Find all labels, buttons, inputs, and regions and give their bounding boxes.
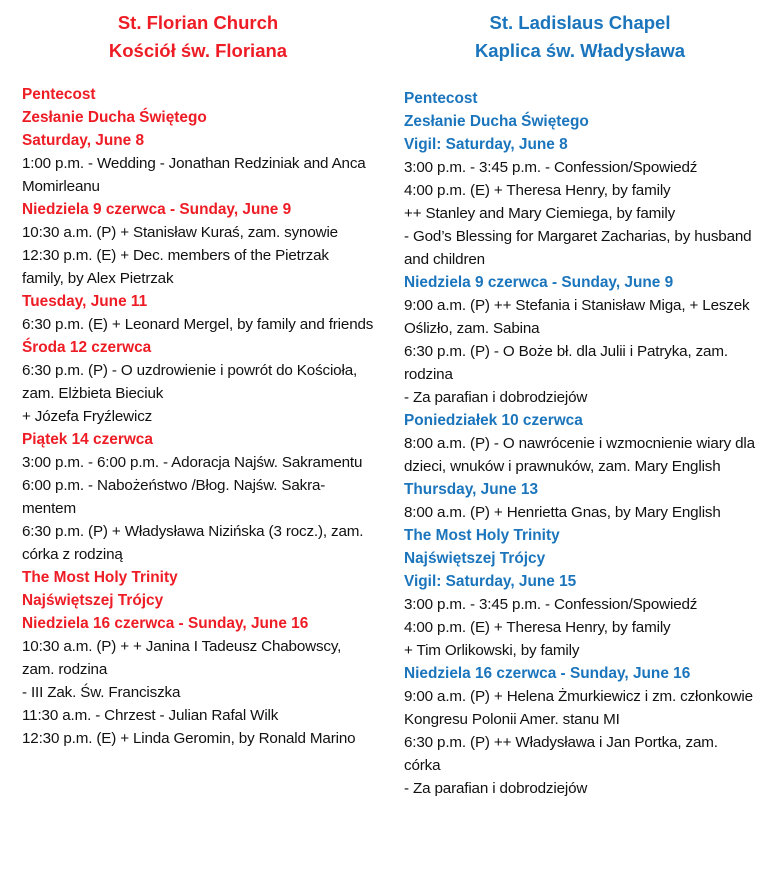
right-schedule-item: 4:00 p.m. (E) + Theresa Henry, by family <box>404 182 671 199</box>
left-schedule-heading: Pentecost <box>22 86 96 103</box>
left-schedule-heading: The Most Holy Trinity <box>22 569 178 586</box>
right-schedule-item: 9:00 a.m. (P) + Helena Żmurkiewicz i zm. członkowie Kongresu Polonii Amer. stanu MI <box>404 688 753 728</box>
left-schedule-heading: Zesłanie Ducha Świętego <box>22 109 207 126</box>
right-schedule-heading: Najświętszej Trójcy <box>404 550 546 567</box>
left-schedule <box>22 83 374 750</box>
left-schedule-item: 6:30 p.m. (P) + Władysława Nizińska (3 rocz.), zam. córka z rodziną <box>22 523 364 563</box>
right-schedule-item: 3:00 p.m. - 3:45 p.m. - Confession/Spowiedź <box>404 159 698 176</box>
right-schedule-item: 9:00 a.m. (P) ++ Stefania i Stanisław Miga, + Leszek Oślizło, zam. Sabina <box>404 297 750 337</box>
right-schedule-item: 6:30 p.m. (P) - O Boże bł. dla Julii i Patryka, zam. rodzina <box>404 343 728 383</box>
right-schedule-item: 6:30 p.m. (P) ++ Władysława i Jan Portka, zam. córka <box>404 734 718 774</box>
left-header <box>22 9 374 65</box>
left-schedule-item: 3:00 p.m. - 6:00 p.m. - Adoracja Najśw. Sakramentu <box>22 454 363 471</box>
left-schedule-item: 10:30 a.m. (P) + + Janina I Tadeusz Chabowscy, zam. rodzina <box>22 638 342 678</box>
right-schedule-heading: Niedziela 9 czerwca - Sunday, June 9 <box>404 274 674 291</box>
right-title-pl: Kaplica św. Władysława <box>474 40 686 61</box>
left-title-en: St. Florian Church <box>117 12 279 33</box>
right-schedule-heading: Thursday, June 13 <box>404 481 538 498</box>
right-schedule-heading: Niedziela 16 czerwca - Sunday, June 16 <box>404 665 691 682</box>
right-schedule-heading: Zesłanie Ducha Świętego <box>404 113 589 130</box>
left-schedule-item: 12:30 p.m. (E) + Dec. members of the Pietrzak family, by Alex Pietrzak <box>22 247 329 287</box>
left-schedule-item: 6:00 p.m. - Nabożeństwo /Błog. Najśw. Sakramentem <box>22 477 326 517</box>
left-schedule-item: 6:30 p.m. (E) + Leonard Mergel, by family and friends <box>22 316 374 333</box>
left-schedule-item: 10:30 a.m. (P) + Stanisław Kuraś, zam. synowie <box>22 224 338 241</box>
left-schedule-heading: Środa 12 czerwca <box>22 339 152 356</box>
right-schedule-item: - Za parafian i dobrodziejów <box>404 780 588 797</box>
left-schedule-heading: Piątek 14 czerwca <box>22 431 153 448</box>
right-schedule-item: - God’s Blessing for Margaret Zacharias, by husband and children <box>404 228 752 268</box>
right-schedule-heading: Poniedziałek 10 czerwca <box>404 412 583 429</box>
right-column-st-ladislaus <box>404 0 756 800</box>
left-schedule-heading: Tuesday, June 11 <box>22 293 148 310</box>
right-schedule <box>404 87 756 800</box>
right-schedule-heading: Vigil: Saturday, June 15 <box>404 573 577 590</box>
left-title-pl: Kościół św. Floriana <box>108 40 288 61</box>
left-column-st-florian <box>22 0 374 750</box>
left-schedule-item: + Józefa Fryźlewicz <box>22 408 153 425</box>
left-schedule-item: 12:30 p.m. (E) + Linda Geromin, by Ronald Marino <box>22 730 356 747</box>
right-schedule-item: 3:00 p.m. - 3:45 p.m. - Confession/Spowiedź <box>404 596 698 613</box>
right-schedule-item: 8:00 a.m. (P) + Henrietta Gnas, by Mary English <box>404 504 721 521</box>
left-schedule-item: 11:30 a.m. - Chrzest - Julian Rafal Wilk <box>22 707 279 724</box>
right-title-en: St. Ladislaus Chapel <box>489 12 671 33</box>
right-schedule-heading: Pentecost <box>404 90 478 107</box>
left-schedule-heading: Niedziela 9 czerwca - Sunday, June 9 <box>22 201 292 218</box>
right-schedule-item: + Tim Orlikowski, by family <box>404 642 580 659</box>
left-schedule-item: 1:00 p.m. - Wedding - Jonathan Redziniak and Anca Momirleanu <box>22 155 366 195</box>
left-schedule-heading: Saturday, June 8 <box>22 132 145 149</box>
right-schedule-item: - Za parafian i dobrodziejów <box>404 389 588 406</box>
left-schedule-heading: Niedziela 16 czerwca - Sunday, June 16 <box>22 615 309 632</box>
right-schedule-heading: The Most Holy Trinity <box>404 527 560 544</box>
left-schedule-heading: Najświętszej Trójcy <box>22 592 164 609</box>
right-schedule-heading: Vigil: Saturday, June 8 <box>404 136 568 153</box>
left-schedule-item: - III Zak. Św. Franciszka <box>22 684 181 701</box>
right-header <box>404 9 756 65</box>
right-schedule-item: ++ Stanley and Mary Ciemiega, by family <box>404 205 676 222</box>
right-schedule-item: 4:00 p.m. (E) + Theresa Henry, by family <box>404 619 671 636</box>
left-schedule-item: 6:30 p.m. (P) - O uzdrowienie i powrót do Kościoła, zam. Elżbieta Bieciuk <box>22 362 358 402</box>
right-schedule-item: 8:00 a.m. (P) - O nawrócenie i wzmocnienie wiary dla dzieci, wnuków i prawnuków, zam. Mary English <box>404 435 755 475</box>
